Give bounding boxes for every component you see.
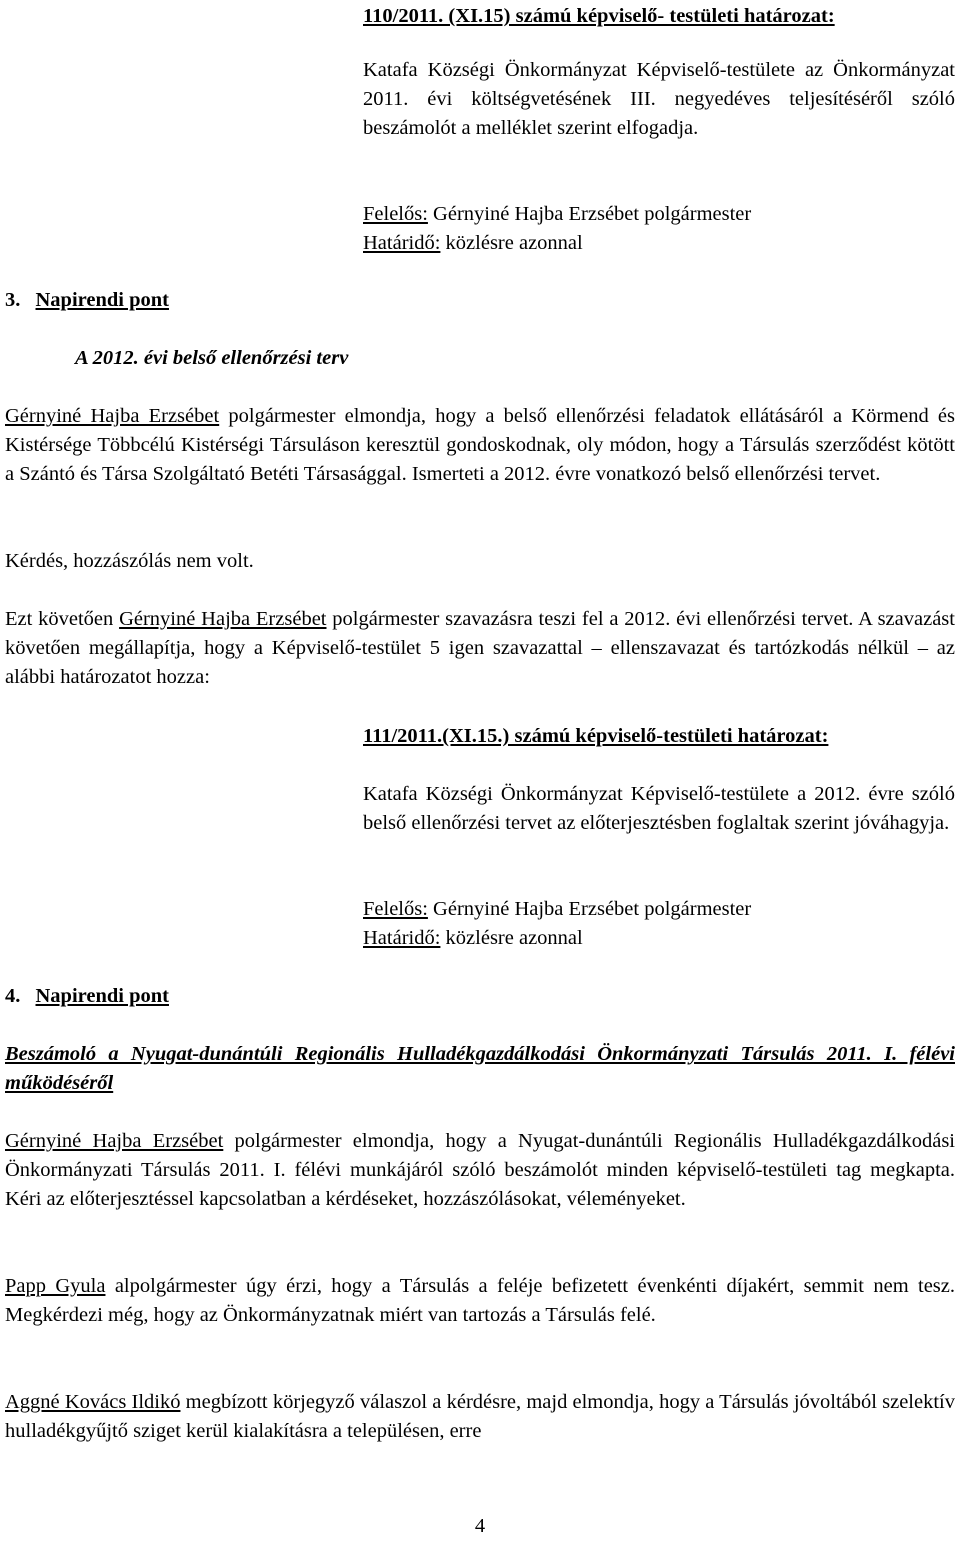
paragraph-text-pre: Ezt követően bbox=[5, 608, 120, 630]
agenda-4-paragraph-1 bbox=[5, 1127, 955, 1214]
paragraph-text: polgármester elmondja, hogy a Nyugat-dunántúli Regionális Hulladékgazdálkodási Önkormányzati Társulás 2011. I. félévi munkájáról szóló beszámolót minden képviselő-testületi tag megkapta. Kéri az előterjesztéssel kapcsolatban a kérdéseket, hozzászólásokat, véleményeket. bbox=[5, 1130, 955, 1210]
agenda-3-subject: A 2012. évi belső ellenőrzési terv bbox=[75, 347, 349, 369]
deadline-value: közlésre azonnal bbox=[440, 232, 583, 254]
paragraph-text: alpolgármester úgy érzi, hogy a Társulás a feléje befizetett évenkénti díjakért, semmit nem tesz. Megkérdezi még, hogy az Önkormányzatnak miért van tartozás a Társulás felé. bbox=[5, 1275, 955, 1326]
paragraph-text: megbízott körjegyző válaszol a kérdésre, majd elmondja, hogy a Társulás jóvoltából szelektív hulladékgyűjtő sziget kerül kialakításra a településen, erre bbox=[5, 1391, 955, 1442]
agenda-3-paragraph-3 bbox=[5, 605, 955, 692]
deadline-label: Határidő: bbox=[363, 232, 441, 254]
speaker-name: Gérnyiné Hajba Erzsébet bbox=[5, 405, 220, 427]
resolution-110-responsible bbox=[363, 200, 955, 229]
deadline-label: Határidő: bbox=[363, 927, 441, 949]
responsible-label: Felelős: bbox=[363, 898, 428, 920]
responsible-value: Gérnyiné Hajba Erzsébet polgármester bbox=[427, 203, 752, 225]
agenda-4-paragraph-3 bbox=[5, 1388, 955, 1446]
resolution-110-text: Katafa Községi Önkormányzat Képviselő-testülete az Önkormányzat 2011. évi költségvetésének III. negyedéves teljesítéséről szóló beszámolót a melléklet szerint elfogadja. bbox=[363, 59, 955, 139]
responsible-value: Gérnyiné Hajba Erzsébet polgármester bbox=[427, 898, 752, 920]
agenda-3-heading bbox=[5, 286, 169, 315]
responsible-label: Felelős: bbox=[363, 203, 428, 225]
resolution-111-responsible bbox=[363, 895, 955, 924]
resolution-110-title: 110/2011. (XI.15) számú képviselő- testületi határozat: bbox=[363, 5, 835, 27]
speaker-name: Gérnyiné Hajba Erzsébet bbox=[5, 1130, 224, 1152]
agenda-4-number: 4. bbox=[5, 985, 21, 1007]
agenda-3-number: 3. bbox=[5, 289, 21, 311]
agenda-4-subject: Beszámoló a Nyugat-dunántúli Regionális Hulladékgazdálkodási Önkormányzati Társulás 2011. I. félévi működéséről bbox=[5, 1043, 955, 1094]
agenda-4-label: Napirendi pont bbox=[35, 985, 169, 1007]
speaker-name: Papp Gyula bbox=[5, 1275, 106, 1297]
resolution-111-title: 111/2011.(XI.15.) számú képviselő-testületi határozat: bbox=[363, 725, 829, 747]
agenda-4-heading bbox=[5, 982, 169, 1011]
resolution-110-deadline bbox=[363, 229, 955, 258]
resolution-111-deadline bbox=[363, 924, 955, 953]
paragraph-text: polgármester elmondja, hogy a belső ellenőrzési feladatok ellátásáról a Körmend és Kistérsége Többcélú Kistérségi Társuláson keresztül gondoskodnak, oly módon, hogy a Társulás szerződést kötött a Szántó és Társa Szolgáltató Betéti Társasággal. Ismerteti a 2012. évre vonatkozó belső ellenőrzési tervet. bbox=[5, 405, 955, 485]
deadline-value: közlésre azonnal bbox=[440, 927, 583, 949]
agenda-4-paragraph-2 bbox=[5, 1272, 955, 1330]
agenda-3-paragraph-2: Kérdés, hozzászólás nem volt. bbox=[5, 550, 254, 572]
agenda-3-paragraph-1 bbox=[5, 402, 955, 489]
page-number: 4 bbox=[474, 1515, 486, 1537]
resolution-111-text: Katafa Községi Önkormányzat Képviselő-testülete a 2012. évre szóló belső ellenőrzési tervet az előterjesztésben foglaltak szerint jóváhagyja. bbox=[363, 783, 955, 834]
agenda-3-label: Napirendi pont bbox=[35, 289, 169, 311]
paragraph-text: polgármester szavazásra teszi fel a 2012. évi ellenőrzési tervet. A szavazást követően megállapítja, hogy a Képviselő-testület 5 igen szavazattal – ellenszavazat és tartózkodás nélkül – az alábbi határozatot hozza: bbox=[5, 608, 955, 688]
speaker-name: Aggné Kovács Ildikó bbox=[5, 1391, 181, 1413]
speaker-name: Gérnyiné Hajba Erzsébet bbox=[119, 608, 327, 630]
